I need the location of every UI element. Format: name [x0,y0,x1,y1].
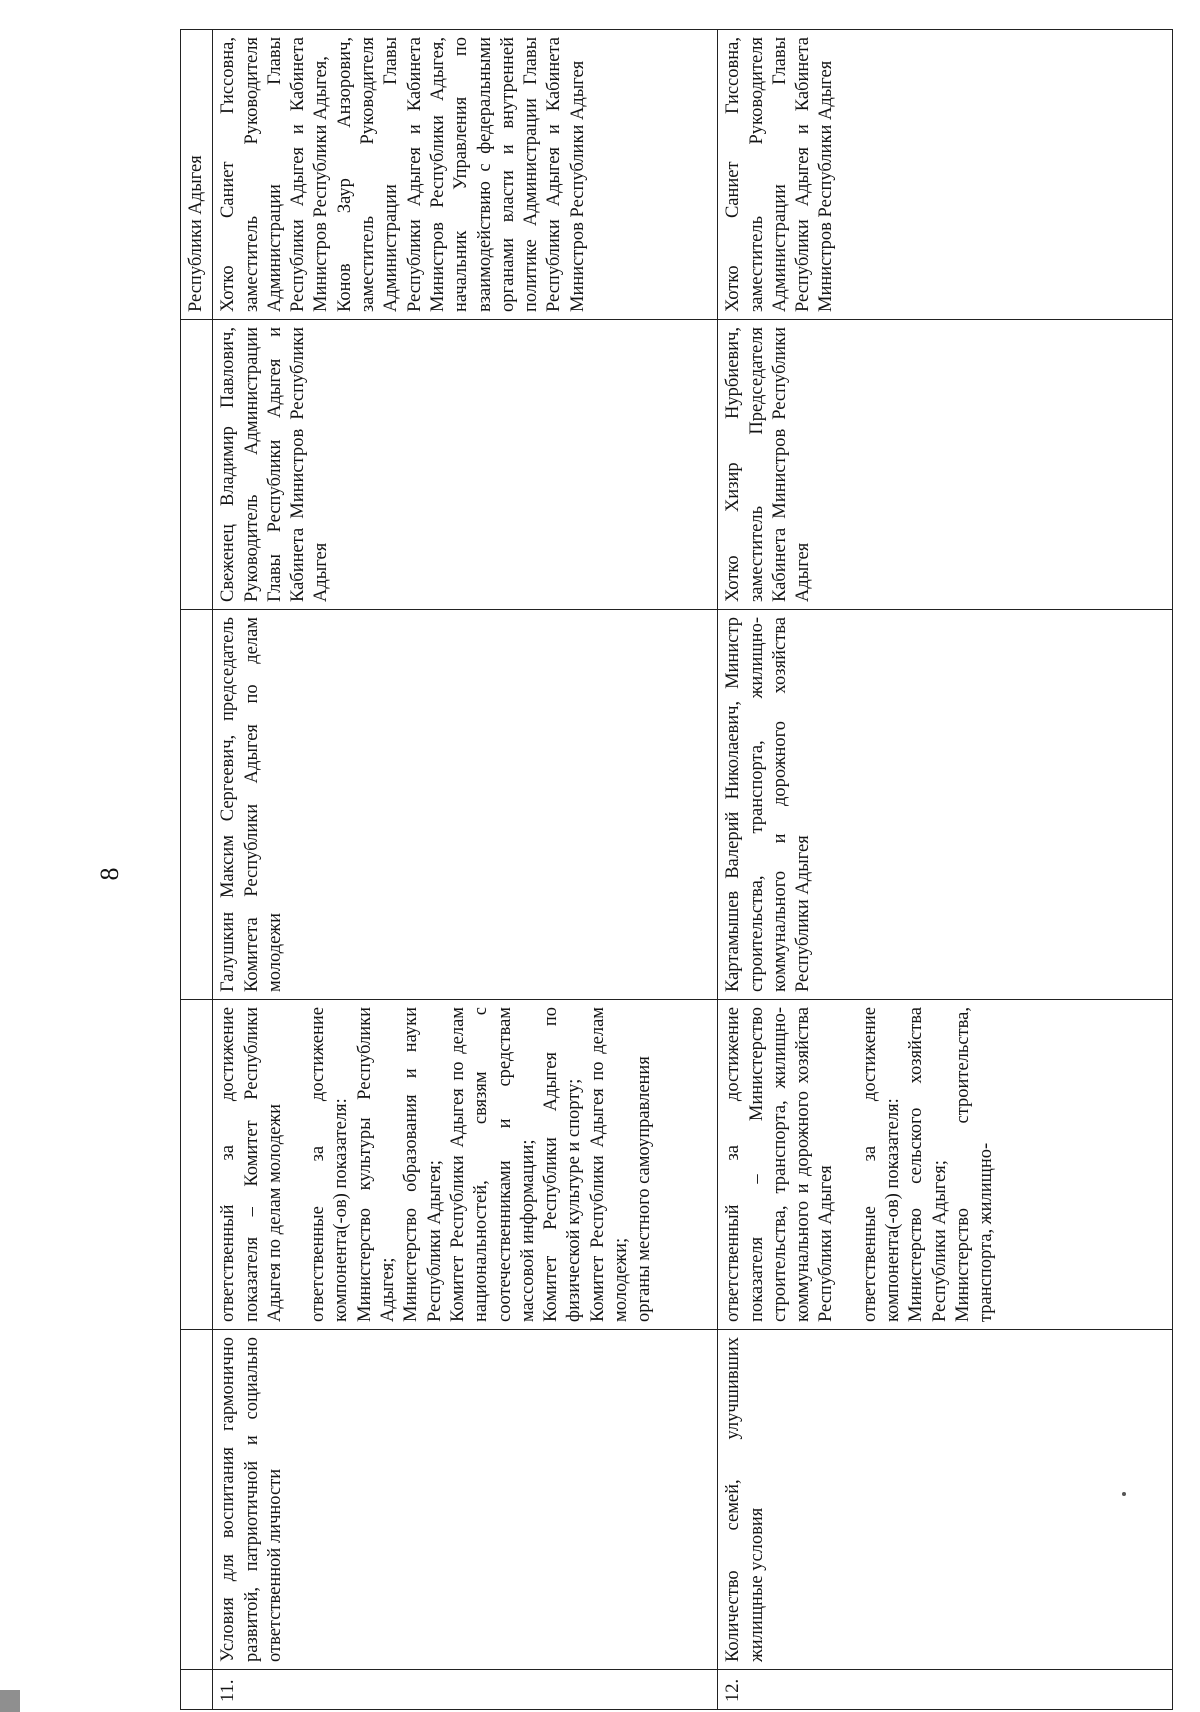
continuation-cell-responsible [181,1000,213,1330]
row-number: 12. [718,1670,1173,1710]
continuation-cell-goal [181,1330,213,1670]
minister-cell: Галушкин Максим Сергеевич, председатель Комитета Республики Адыгея по делам молодежи [213,610,718,1000]
page-number: 8 [95,867,124,881]
row-number: 11. [213,1670,718,1710]
responsible-cell [718,1000,1173,1330]
responsible-main-text: ответственный за достижение показателя – Комитет Республики Адыгея по делам молодежи [218,1007,285,1322]
continuation-cell-num [181,1670,213,1710]
curator-cell: Хотко Хизир Нурбиевич, заместитель Председателя Кабинета Министров Республики Адыгея [718,320,1173,610]
table-row [718,30,1173,1710]
deputy-text: Хотко Саниет Гиссовна, заместитель Руководителя Администрации Главы Республики Адыгея и Кабинета Министров Республики Адыгея, Конов Заур Анзорович, заместитель Руководителя Администрации Главы Республики Адыгея и Кабинета Министров Республики Адыгея, начальник Управления по взаимодействию с федеральными органами власти и внутренней политике Администрации Главы Республики Адыгея и Кабинета Министров Республики Адыгея [218,37,588,312]
responsible-cell [213,1000,718,1330]
minister-cell: Картамышев Валерий Николаевич, Министр строительства, транспорта, жилищно-коммунального и дорожного хозяйства Республики Адыгея [718,610,1173,1000]
deputy-cell [213,30,718,320]
continuation-cell-minister [181,610,213,1000]
scan-speck [1122,1492,1126,1496]
deputy-text: Хотко Саниет Гиссовна, заместитель Руководителя Администрации Главы Республики Адыгея и Кабинета Министров Республики Адыгея [723,37,837,312]
continuation-cell-deputy: Республики Адыгея [181,30,213,320]
goal-cell: Условия для воспитания гармонично развитой, патриотичной и социально ответственной личности [213,1330,718,1670]
curator-cell: Свеженец Владимир Павлович, Руководитель Администрации Главы Республики Адыгея и Кабинета Министров Республики Адыгея [213,320,718,610]
responsibility-table [180,29,1173,1710]
responsible-main-text: ответственный за достижение показателя – Министерство строительства, транспорта, жилищно-коммунального и дорожного хозяйства Республики Адыгея [723,1007,837,1322]
table-row [213,30,718,1710]
table-row-continuation [181,30,213,1710]
deputy-cell [718,30,1173,320]
landscape-table-frame [180,30,1170,1710]
responsible-components-heading: ответственные за достижение компонента(-ов) показателя: [859,1007,904,1322]
responsible-components-list: Министерство культуры Республики Адыгея; Министерство образования и науки Республики Адыгея; Комитет Республики Адыгея по делам национальностей, связям с соотечественниками и средствам массовой информации; Комитет Республики Адыгея по физической культуре и спорту; Комитет Республики Адыгея по делам молодежи; органы местного самоуправления [354,1007,655,1322]
responsible-components-list: Министерство сельского хозяйства Республики Адыгея; Министерство строительства, транспорта, жилищно- [906,1007,997,1322]
scan-edge-artifact [0,1690,20,1712]
goal-cell: Количество семей, улучшивших жилищные условия [718,1330,1173,1670]
continuation-cell-curator [181,320,213,610]
responsible-components-heading: ответственные за достижение компонента(-ов) показателя: [308,1007,352,1322]
